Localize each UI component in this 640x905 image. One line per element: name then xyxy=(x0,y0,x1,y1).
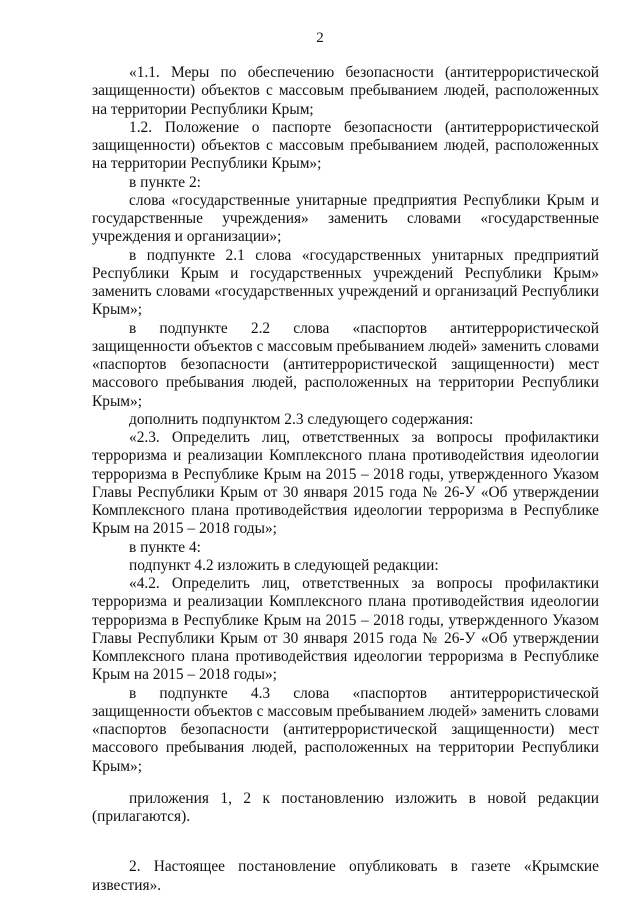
paragraph-item-2-publish: 2. Настоящее постановление опубликовать в газете «Крымские известия». xyxy=(92,858,599,894)
paragraph-1-2: 1.2. Положение о паспорте безопасности (антитеррористической защищенности) объектов с массовым пребыванием людей, расположенных на территории Республики Крым»; xyxy=(92,118,599,173)
paragraph-1-1: «1.1. Меры по обеспечению безопасности (антитеррористической защищенности) объектов с массовым пребыванием людей, расположенных на территории Республики Крым; xyxy=(92,64,599,118)
page-number: 2 xyxy=(316,30,324,46)
paragraph-subitem-2-3: «2.3. Определить лиц, ответственных за вопросы профилактики терроризма и реализации Комплексного плана противодействия идеологии терроризма в Республике Крым на 2015 – 2018 годы, утвержденного Указом Главы Республики Крым от 30 января 2015 года № 26-У «Об утверждении Комплексного плана противодействия идеологии терроризма в Республике Крым на 2015 – 2018 годы»; xyxy=(92,429,599,538)
paragraph-appendices: приложения 1, 2 к постановлению изложить в новой редакции (прилагаются). xyxy=(92,789,599,825)
spacer xyxy=(92,844,599,858)
paragraph-item-2-words: слова «государственные унитарные предприятия Республики Крым и государственные учреждения» заменить словами «государственные учреждения и организации»; xyxy=(92,191,599,246)
paragraph-subitem-2-2: в подпункте 2.2 слова «паспортов антитеррористической защищенности объектов с массовым пребыванием людей» заменить словами «паспортов безопасности (антитеррористической защищенности) мест массового пребывания людей, расположенных на территории Республики Крым»; xyxy=(92,319,599,410)
document-body xyxy=(92,64,599,895)
paragraph-item-2-heading: в пункте 2: xyxy=(129,173,201,191)
paragraph-subitem-2-1: в подпункте 2.1 слова «государственных унитарных предприятий Республики Крым и государственных учреждений Республики Крым» заменить словами «государственных учреждений и организаций Республики Крым»; xyxy=(92,246,599,319)
spacer xyxy=(92,826,599,844)
paragraph-subitem-4-2: «4.2. Определить лиц, ответственных за вопросы профилактики терроризма и реализации Комплексного плана противодействия идеологии терроризма в Республике Крым на 2015 – 2018 годы, утвержденного Указом Главы Республики Крым от 30 января 2015 года № 26-У «Об утверждении Комплексного плана противодействия идеологии терроризма в Республике Крым на 2015 – 2018 годы»; xyxy=(92,575,599,684)
paragraph-subitem-4-3: в подпункте 4.3 слова «паспортов антитеррористической защищенности объектов с массовым пребыванием людей» заменить словами «паспортов безопасности (антитеррористической защищенности) мест массового пребывания людей, расположенных на территории Республики Крым»; xyxy=(92,684,599,775)
paragraph-subitem-4-2-intro: подпункт 4.2 изложить в следующей редакции: xyxy=(129,556,439,574)
paragraph-item-4-heading: в пункте 4: xyxy=(129,538,201,556)
paragraph-add-2-3: дополнить подпунктом 2.3 следующего содержания: xyxy=(129,410,474,428)
spacer xyxy=(92,776,599,790)
